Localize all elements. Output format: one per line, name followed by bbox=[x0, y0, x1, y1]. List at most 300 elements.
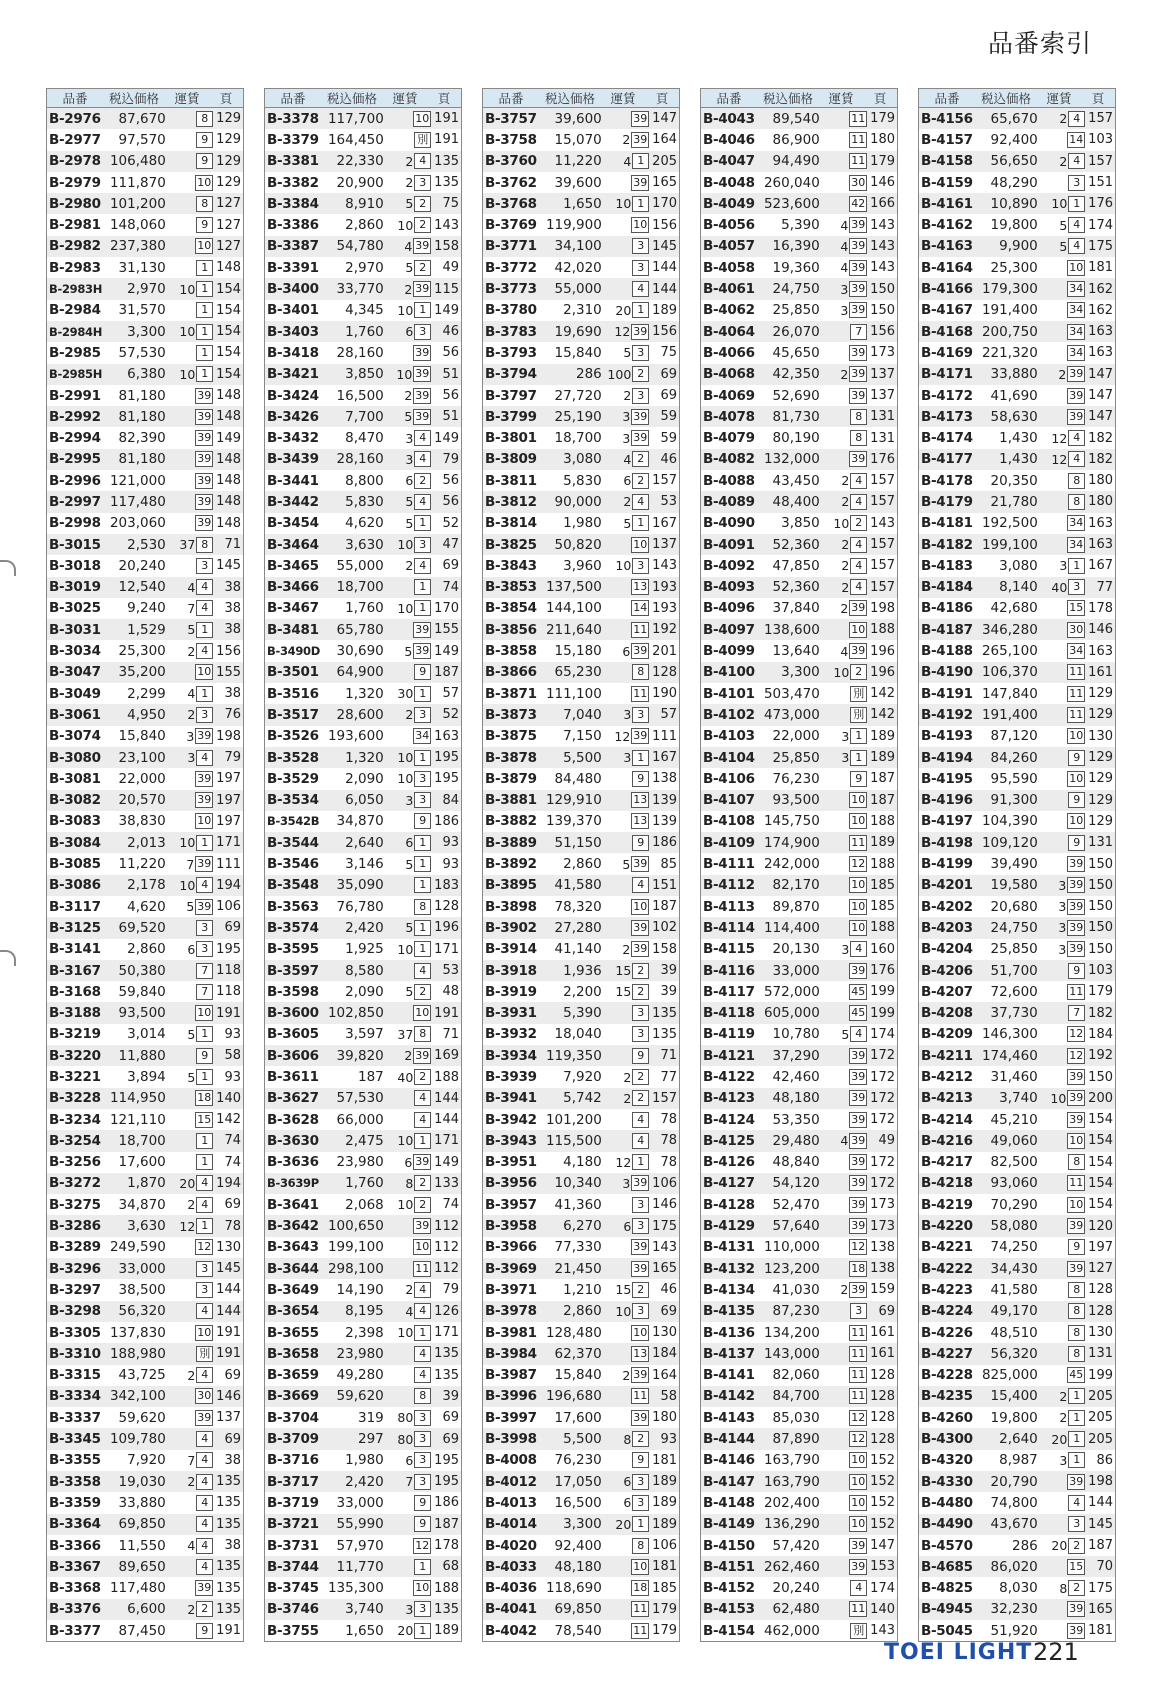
table-row bbox=[265, 1045, 461, 1066]
price: 286 bbox=[576, 366, 602, 383]
shipping bbox=[820, 132, 868, 148]
price: 11,220 bbox=[118, 856, 166, 873]
price: 192,500 bbox=[981, 515, 1038, 532]
table-row bbox=[265, 534, 461, 555]
table-header bbox=[483, 89, 679, 108]
product-code: B-4046 bbox=[703, 131, 755, 148]
page-ref: 205 bbox=[652, 153, 677, 169]
page-ref: 175 bbox=[1088, 1580, 1113, 1596]
page-ref: 163 bbox=[1088, 537, 1113, 553]
shipping-class-box: 3 bbox=[196, 920, 213, 936]
table-row bbox=[483, 619, 679, 640]
shipping-quantity: 6 bbox=[623, 1474, 632, 1490]
shipping-class-box: 別 bbox=[850, 707, 867, 723]
price: 117,700 bbox=[327, 110, 384, 127]
product-code: B-4109 bbox=[703, 834, 755, 851]
page-ref: 71 bbox=[660, 1048, 677, 1064]
shipping-class-box: 11 bbox=[633, 1623, 648, 1637]
price: 2,299 bbox=[127, 685, 166, 702]
page-ref: 199 bbox=[870, 984, 895, 1000]
shipping bbox=[602, 1197, 650, 1213]
table-row bbox=[701, 726, 897, 747]
shipping-class-box: 10 bbox=[633, 1559, 648, 1573]
shipping-class-box: 11 bbox=[851, 111, 866, 125]
product-code: B-3889 bbox=[485, 834, 537, 851]
page-ref: 151 bbox=[1088, 175, 1113, 191]
shipping-class-box: 1 bbox=[632, 515, 649, 531]
shipping bbox=[1038, 196, 1086, 212]
page-ref: 69 bbox=[442, 558, 459, 574]
price: 78,540 bbox=[554, 1622, 602, 1639]
price: 101,200 bbox=[545, 1111, 602, 1128]
price: 179,300 bbox=[981, 281, 1038, 298]
shipping bbox=[1038, 1069, 1086, 1085]
product-code: B-3996 bbox=[485, 1388, 537, 1405]
shipping bbox=[384, 1346, 432, 1362]
product-code: B-3084 bbox=[49, 834, 101, 851]
shipping-quantity: 3 bbox=[1058, 899, 1067, 915]
header-page: 頁 bbox=[219, 91, 233, 106]
table-row bbox=[919, 172, 1115, 193]
price: 8,470 bbox=[345, 430, 384, 447]
price: 11,220 bbox=[554, 153, 602, 170]
page-ref: 157 bbox=[652, 473, 677, 489]
shipping-class-box: 9 bbox=[414, 1516, 431, 1532]
table-body bbox=[265, 108, 461, 1641]
shipping-class-box: 4 bbox=[632, 1112, 649, 1128]
table-row bbox=[47, 1577, 243, 1598]
table-row bbox=[701, 1109, 897, 1130]
product-code: B-3731 bbox=[267, 1537, 319, 1554]
table-row bbox=[265, 1002, 461, 1023]
table-row bbox=[47, 513, 243, 534]
page-ref: 156 bbox=[870, 324, 895, 340]
page-ref: 192 bbox=[652, 622, 677, 638]
product-code: B-3421 bbox=[267, 366, 319, 383]
shipping bbox=[384, 196, 432, 212]
product-code: B-4320 bbox=[921, 1452, 973, 1469]
price: 32,230 bbox=[990, 1601, 1038, 1618]
table-row bbox=[919, 981, 1115, 1002]
table-row bbox=[47, 427, 243, 448]
price: 4,620 bbox=[127, 898, 166, 915]
shipping bbox=[384, 1580, 432, 1596]
shipping-quantity: 2 bbox=[187, 707, 196, 723]
table-row bbox=[701, 427, 897, 448]
table-row bbox=[265, 875, 461, 896]
product-code: B-3978 bbox=[485, 1303, 537, 1320]
shipping-class-box: 2 bbox=[632, 1282, 649, 1298]
shipping bbox=[820, 1026, 868, 1042]
product-code: B-3644 bbox=[267, 1260, 319, 1277]
shipping bbox=[820, 473, 868, 489]
shipping bbox=[602, 153, 650, 169]
price: 81,730 bbox=[772, 408, 820, 425]
page-ref: 151 bbox=[652, 877, 677, 893]
table-row bbox=[265, 1577, 461, 1598]
page-ref: 150 bbox=[1088, 920, 1113, 936]
table-row bbox=[483, 129, 679, 150]
table-row bbox=[701, 598, 897, 619]
shipping-quantity: 7 bbox=[187, 600, 196, 616]
shipping bbox=[166, 1175, 214, 1191]
table-row bbox=[265, 555, 461, 576]
page-ref: 171 bbox=[434, 1133, 459, 1149]
shipping-quantity: 3 bbox=[186, 728, 195, 744]
shipping-class-box: 10 bbox=[197, 1006, 212, 1020]
shipping-class-box: 11 bbox=[633, 686, 648, 700]
shipping bbox=[166, 728, 214, 744]
shipping-class-box: 1 bbox=[1068, 1431, 1085, 1447]
price: 6,270 bbox=[563, 1218, 602, 1235]
page-ref: 178 bbox=[434, 1538, 459, 1554]
product-code: B-4116 bbox=[703, 962, 755, 979]
header-shipping: 運賃 bbox=[1046, 91, 1072, 106]
shipping-class-box: 1 bbox=[196, 835, 213, 851]
table-row bbox=[701, 1301, 897, 1322]
table-row bbox=[919, 491, 1115, 512]
page-ref: 143 bbox=[870, 515, 895, 531]
shipping bbox=[820, 963, 868, 979]
shipping bbox=[602, 1048, 650, 1064]
table-row bbox=[701, 1492, 897, 1513]
price: 106,370 bbox=[981, 664, 1038, 681]
table-row bbox=[265, 811, 461, 832]
product-code: B-2980 bbox=[49, 195, 101, 212]
shipping-class-box: 39 bbox=[633, 1176, 648, 1190]
page-ref: 138 bbox=[870, 1261, 895, 1277]
product-code: B-4179 bbox=[921, 493, 973, 510]
price: 13,640 bbox=[772, 643, 820, 660]
page-ref: 149 bbox=[434, 302, 459, 318]
price: 136,290 bbox=[763, 1516, 820, 1533]
shipping bbox=[820, 1239, 868, 1255]
shipping bbox=[1038, 430, 1086, 446]
shipping bbox=[1038, 1026, 1086, 1042]
table-row bbox=[47, 406, 243, 427]
shipping-class-box: 39 bbox=[633, 132, 648, 146]
header-page: 頁 bbox=[655, 91, 669, 106]
product-code: B-3465 bbox=[267, 557, 319, 574]
shipping bbox=[1038, 579, 1086, 595]
product-code: B-4169 bbox=[921, 344, 973, 361]
shipping-class-box: 39 bbox=[851, 1155, 866, 1169]
shipping-class-box: 1 bbox=[414, 877, 431, 893]
product-code: B-2995 bbox=[49, 451, 101, 468]
product-code: B-4128 bbox=[703, 1196, 755, 1213]
product-code: B-3914 bbox=[485, 941, 537, 958]
price: 2,013 bbox=[127, 834, 166, 851]
shipping-class-box: 8 bbox=[196, 111, 213, 127]
price: 3,894 bbox=[127, 1069, 166, 1085]
table-row bbox=[701, 1173, 897, 1194]
shipping bbox=[384, 1367, 432, 1383]
page-ref: 154 bbox=[1088, 1175, 1113, 1191]
table-row bbox=[483, 896, 679, 917]
price: 163,790 bbox=[763, 1452, 820, 1469]
shipping bbox=[602, 1303, 650, 1319]
price: 20,130 bbox=[772, 941, 820, 958]
table-row bbox=[265, 683, 461, 704]
shipping-class-box: 9 bbox=[414, 664, 431, 680]
product-code: B-4126 bbox=[703, 1154, 755, 1171]
price: 33,770 bbox=[336, 281, 384, 298]
page-ref: 86 bbox=[1096, 1452, 1113, 1468]
page-ref: 129 bbox=[1088, 707, 1113, 723]
table-row bbox=[919, 1024, 1115, 1045]
shipping-class-box: 39 bbox=[851, 1538, 866, 1552]
product-code: B-3376 bbox=[49, 1601, 101, 1618]
page-ref: 129 bbox=[216, 132, 241, 148]
table-row bbox=[701, 534, 897, 555]
price: 5,830 bbox=[345, 493, 384, 510]
page-ref: 129 bbox=[1088, 750, 1113, 766]
price: 123,200 bbox=[763, 1260, 820, 1277]
shipping-quantity: 10 bbox=[179, 281, 196, 297]
page-ref: 69 bbox=[442, 1410, 459, 1426]
shipping bbox=[602, 1623, 650, 1639]
shipping-class-box: 39 bbox=[851, 367, 866, 381]
price: 19,580 bbox=[990, 877, 1038, 894]
shipping-quantity: 3 bbox=[1058, 877, 1067, 893]
shipping bbox=[602, 217, 650, 233]
price: 39,600 bbox=[554, 174, 602, 191]
shipping-quantity: 2 bbox=[404, 281, 413, 297]
shipping-class-box: 39 bbox=[633, 1240, 648, 1254]
product-code: B-3442 bbox=[267, 493, 319, 510]
price: 87,450 bbox=[118, 1622, 166, 1639]
shipping-quantity: 5 bbox=[186, 899, 195, 915]
table-row bbox=[919, 768, 1115, 789]
table-header bbox=[701, 89, 897, 108]
table-row bbox=[701, 896, 897, 917]
page-ref: 159 bbox=[870, 1282, 895, 1298]
table-row bbox=[919, 342, 1115, 363]
shipping bbox=[1038, 1538, 1086, 1554]
shipping bbox=[602, 1282, 650, 1298]
shipping-quantity: 10 bbox=[397, 750, 414, 766]
shipping-class-box: 39 bbox=[851, 1219, 866, 1233]
table-row bbox=[919, 960, 1115, 981]
product-code: B-3793 bbox=[485, 344, 537, 361]
table-row bbox=[701, 1556, 897, 1577]
table-row bbox=[483, 300, 679, 321]
table-row bbox=[701, 491, 897, 512]
price: 35,200 bbox=[118, 664, 166, 681]
page-ref: 187 bbox=[434, 1516, 459, 1532]
page-ref: 78 bbox=[660, 1133, 677, 1149]
price: 16,500 bbox=[554, 1494, 602, 1511]
price: 80,190 bbox=[772, 430, 820, 447]
product-code: B-2985H bbox=[49, 367, 103, 382]
shipping bbox=[384, 1431, 432, 1447]
shipping bbox=[820, 941, 868, 957]
shipping bbox=[384, 132, 432, 148]
price: 5,830 bbox=[563, 472, 602, 489]
shipping bbox=[166, 984, 214, 1000]
table-row bbox=[919, 555, 1115, 576]
shipping-class-box: 3 bbox=[632, 388, 649, 404]
header-price: 税込価格 bbox=[544, 91, 595, 106]
table-row bbox=[483, 1577, 679, 1598]
table-row bbox=[483, 151, 679, 172]
shipping-class-box: 7 bbox=[196, 984, 213, 1000]
shipping-class-box: 4 bbox=[632, 281, 649, 297]
table-row bbox=[701, 619, 897, 640]
shipping-class-box: 2 bbox=[632, 984, 649, 1000]
page-ref: 198 bbox=[870, 600, 895, 616]
page-ref: 78 bbox=[660, 1154, 677, 1170]
shipping-class-box: 9 bbox=[196, 1048, 213, 1064]
product-code: B-4142 bbox=[703, 1388, 755, 1405]
product-code: B-4096 bbox=[703, 600, 755, 617]
shipping-class-box: 39 bbox=[197, 771, 212, 785]
shipping bbox=[820, 600, 868, 616]
shipping-quantity: 3 bbox=[405, 1601, 414, 1617]
index-table bbox=[918, 88, 1116, 1642]
price: 28,160 bbox=[336, 451, 384, 468]
table-row bbox=[483, 236, 679, 257]
shipping-class-box: 1 bbox=[414, 1623, 431, 1639]
shipping bbox=[384, 1005, 432, 1021]
product-code: B-3772 bbox=[485, 259, 537, 276]
product-code: B-4013 bbox=[485, 1494, 537, 1511]
product-code: B-4202 bbox=[921, 898, 973, 915]
shipping bbox=[820, 899, 868, 915]
table-row bbox=[701, 1343, 897, 1364]
shipping-class-box: 10 bbox=[415, 1006, 430, 1020]
price: 135,300 bbox=[327, 1580, 384, 1597]
page-ref: 157 bbox=[652, 1090, 677, 1106]
page-ref: 154 bbox=[216, 345, 241, 361]
product-code: B-4101 bbox=[703, 685, 755, 702]
price: 146,300 bbox=[981, 1026, 1038, 1043]
shipping-class-box: 4 bbox=[196, 1516, 213, 1532]
price: 129,910 bbox=[545, 792, 602, 809]
shipping bbox=[602, 1559, 650, 1575]
table-row bbox=[701, 768, 897, 789]
table-row bbox=[265, 853, 461, 874]
price: 22,330 bbox=[336, 153, 384, 170]
shipping bbox=[820, 750, 868, 766]
price: 23,980 bbox=[336, 1154, 384, 1171]
shipping-quantity: 2 bbox=[840, 1282, 849, 1298]
shipping bbox=[602, 1516, 650, 1532]
page-ref: 175 bbox=[652, 1218, 677, 1234]
price: 1,430 bbox=[999, 451, 1038, 468]
table-row bbox=[919, 1258, 1115, 1279]
page-ref: 191 bbox=[216, 1346, 241, 1362]
product-code: B-3490D bbox=[267, 644, 320, 659]
shipping-class-box: 30 bbox=[197, 1389, 212, 1403]
price: 825,000 bbox=[981, 1367, 1038, 1384]
page-ref: 130 bbox=[1088, 728, 1113, 744]
table-row bbox=[47, 108, 243, 129]
price: 199,100 bbox=[981, 536, 1038, 553]
price: 8,910 bbox=[345, 195, 384, 212]
page-ref: 197 bbox=[1088, 1239, 1113, 1255]
page-ref: 127 bbox=[1088, 1261, 1113, 1277]
price: 52,690 bbox=[772, 387, 820, 404]
shipping-class-box: 8 bbox=[850, 430, 867, 446]
table-row bbox=[47, 981, 243, 1002]
price: 137,500 bbox=[545, 579, 602, 596]
product-code: B-3783 bbox=[485, 323, 537, 340]
price: 8,195 bbox=[345, 1303, 384, 1320]
shipping-class-box: 4 bbox=[196, 600, 213, 616]
page-ref: 147 bbox=[870, 1538, 895, 1554]
index-table bbox=[700, 88, 898, 1642]
page-ref: 74 bbox=[224, 1133, 241, 1149]
price: 5,390 bbox=[781, 217, 820, 234]
shipping-class-box: 12 bbox=[1069, 1048, 1084, 1062]
shipping-class-box: 11 bbox=[1069, 984, 1084, 998]
price: 45,650 bbox=[772, 344, 820, 361]
shipping bbox=[166, 1559, 214, 1575]
product-code: B-3969 bbox=[485, 1260, 537, 1277]
shipping bbox=[820, 1410, 868, 1426]
table-row bbox=[919, 640, 1115, 661]
page-ref: 189 bbox=[652, 1516, 677, 1532]
page-ref: 170 bbox=[434, 600, 459, 616]
shipping-class-box: 8 bbox=[1068, 1282, 1085, 1298]
shipping bbox=[602, 1538, 650, 1554]
page-ref: 143 bbox=[870, 260, 895, 276]
page-ref: 191 bbox=[216, 1005, 241, 1021]
table-row bbox=[265, 1599, 461, 1620]
product-code: B-3548 bbox=[267, 877, 319, 894]
shipping-class-box: 12 bbox=[415, 1538, 430, 1552]
table-row bbox=[919, 1322, 1115, 1343]
shipping-quantity: 10 bbox=[397, 217, 414, 233]
shipping-quantity: 10 bbox=[615, 196, 632, 212]
shipping-class-box: 1 bbox=[632, 1516, 649, 1532]
page-ref: 128 bbox=[870, 1410, 895, 1426]
shipping-quantity: 2 bbox=[841, 558, 850, 574]
header-price: 税込価格 bbox=[108, 91, 159, 106]
product-code: B-3418 bbox=[267, 344, 319, 361]
table-row bbox=[919, 1109, 1115, 1130]
table-row bbox=[919, 790, 1115, 811]
page-ref: 171 bbox=[434, 941, 459, 957]
shipping bbox=[166, 1090, 214, 1106]
shipping bbox=[602, 1601, 650, 1617]
shipping bbox=[1038, 217, 1086, 233]
table-row bbox=[701, 300, 897, 321]
shipping-class-box: 1 bbox=[1068, 1410, 1085, 1426]
price: 144,100 bbox=[545, 600, 602, 617]
shipping bbox=[384, 302, 432, 318]
shipping-class-box: 1 bbox=[1068, 196, 1085, 212]
price: 5,500 bbox=[563, 1431, 602, 1448]
table-row bbox=[701, 1002, 897, 1023]
price: 10,890 bbox=[990, 195, 1038, 212]
product-code: B-4192 bbox=[921, 706, 973, 723]
shipping bbox=[1038, 153, 1086, 169]
price: 4,620 bbox=[345, 515, 384, 532]
page-ref: 154 bbox=[1088, 1154, 1113, 1170]
table-row bbox=[483, 1024, 679, 1045]
page-ref: 150 bbox=[1088, 941, 1113, 957]
shipping bbox=[602, 302, 650, 318]
shipping bbox=[384, 664, 432, 680]
page-ref: 157 bbox=[870, 494, 895, 510]
shipping-class-box: 8 bbox=[632, 1538, 649, 1554]
shipping bbox=[602, 1431, 650, 1447]
table-row bbox=[265, 172, 461, 193]
price: 69,850 bbox=[118, 1516, 166, 1533]
shipping-class-box: 1 bbox=[196, 1069, 213, 1085]
